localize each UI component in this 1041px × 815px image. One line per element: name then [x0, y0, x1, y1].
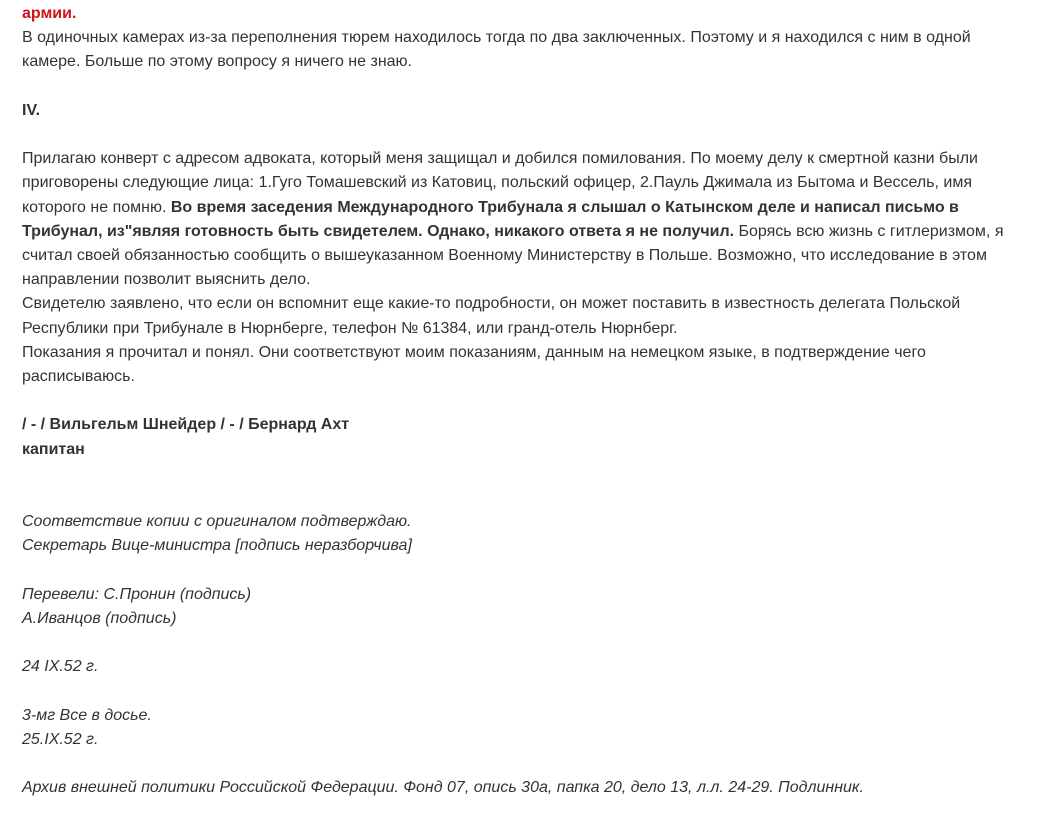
section-heading-fragment: армии.: [22, 5, 77, 22]
translators-line-1: Перевели: С.Пронин (подпись): [22, 585, 252, 603]
paragraph-envelope-text-1: Прилагаю конверт с адресом адвоката, который меня защищал и добился помилования. По моему делу к смертной казни были приговорены следующие лица: 1.Гуго Томашевский из Катовиц, польский офицер, 2.Пауль Джимала из Бытома и Вессель, имя которого не помню.: [22, 150, 978, 216]
signature-rank: капитан: [22, 440, 85, 458]
translators-line-2: А.Иванцов (подпись): [22, 610, 177, 627]
date-2: 25.IX.52 г.: [22, 730, 99, 748]
certification-line-2: Секретарь Вице-министра [подпись неразборчива]: [22, 537, 412, 555]
paragraph-envelope-bold: Во время заседения Международного Трибунала я слышал о Катынском деле и написал письмо в Трибунал, из"являя готовность быть свидетелем. Однако, никакого ответа я не получил.: [22, 198, 959, 240]
filing-note: 3-мг Все в досье.: [22, 706, 152, 724]
paragraph-envelope-text-2: Борясь всю жизнь с гитлеризмом, я считал своей обязанностью сообщить о вышеуказанном Военному Министерству в Польше. Возможно, что исследование в этом направлении позволит выяснить дело.: [22, 222, 1004, 289]
paragraph-cells: В одиночных камерах из-за переполнения тюрем находилось тогда по два заключенных. Поэтому и я находился с ним в одной камере. Больше по этому вопросу я ничего не знаю.: [22, 29, 971, 71]
archive-source: Архив внешней политики Российской Федерации. Фонд 07, опись 30а, папка 20, дело 13, л.л. 24-29. Подлинник.: [22, 779, 864, 797]
paragraph-envelope: [22, 147, 1019, 292]
signature-line: / - / Вильгельм Шнейдер / - / Бернард Ахт: [22, 416, 350, 434]
paragraph-witness-notice: Свидетелю заявлено, что если он вспомнит еще какие-то подробности, он может поставить в известность делегата Польской Республики при Трибунале в Нюрнберге, телефон № 61384, или гранд-отель Нюрнберг.: [22, 295, 961, 337]
section-numeral: IV.: [22, 101, 41, 119]
certification-line-1: Соответствие копии с оригиналом подтверждаю.: [22, 513, 412, 531]
date-1: 24 IX.52 г.: [22, 658, 99, 676]
paragraph-testimony-read: Показания я прочитал и понял. Они соответствуют моим показаниям, данным на немецком языке, в подтверждение чего расписываюсь.: [22, 343, 926, 386]
